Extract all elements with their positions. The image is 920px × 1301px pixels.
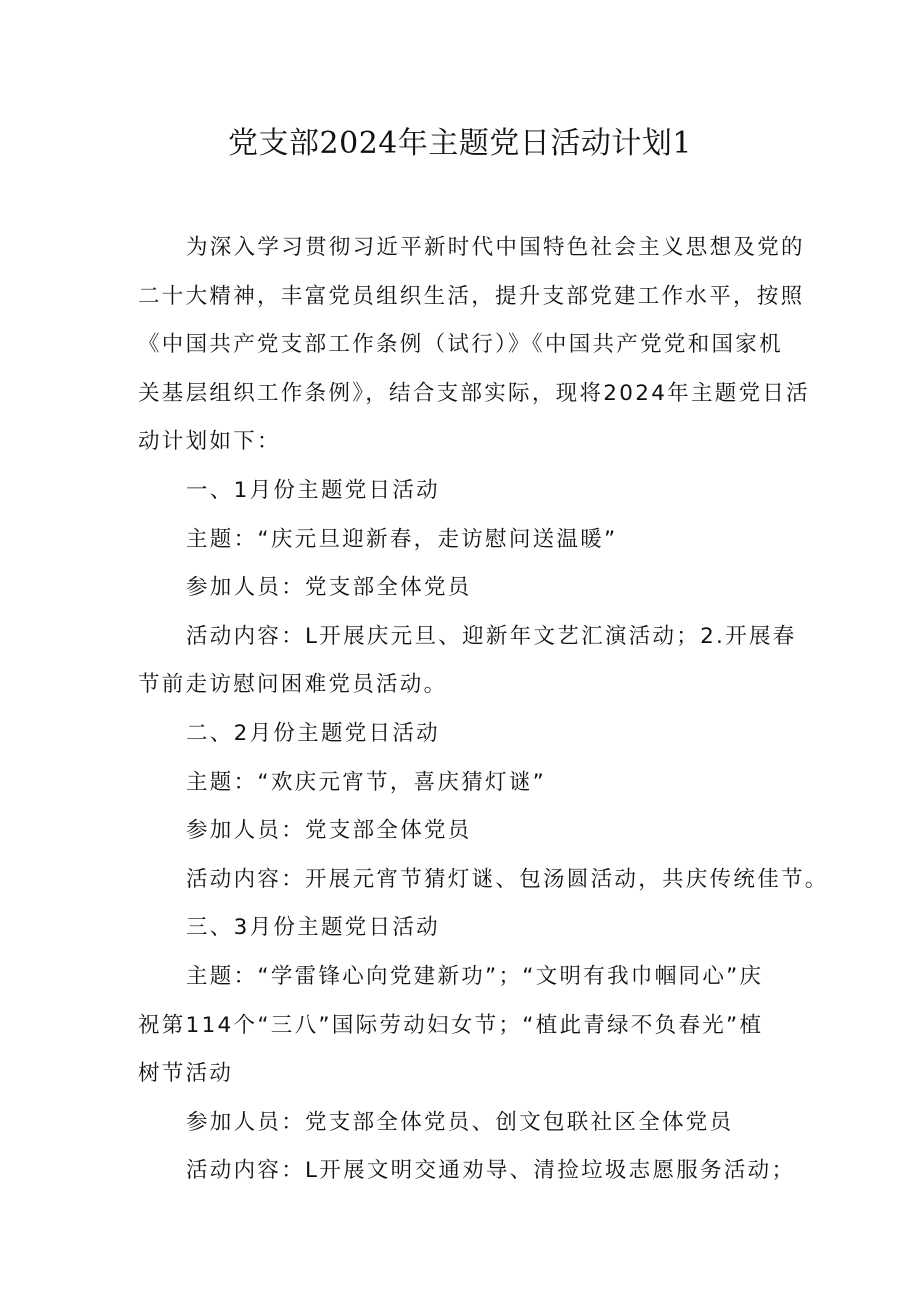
section-heading-jan: 一、1月份主题党日活动	[186, 477, 440, 503]
body-line: 参加人员：党支部全体党员、创文包联社区全体党员	[186, 1109, 734, 1135]
section-heading-mar: 三、3月份主题党日活动	[186, 915, 440, 941]
body-line: 活动内容：开展元宵节猜灯谜、包汤圆活动，共庆传统佳节。	[186, 866, 829, 892]
body-line: 为深入学习贯彻习近平新时代中国特色社会主义思想及党的	[186, 235, 805, 260]
section-heading-feb: 二、2月份主题党日活动	[186, 720, 440, 746]
body-line: 主题：“欢庆元宵节，喜庆猜灯谜”	[186, 769, 547, 795]
body-line: 参加人员：党支部全体党员	[186, 575, 472, 601]
body-line: 参加人员：党支部全体党员	[186, 818, 472, 844]
body-line: 祝第114个“三八”国际劳动妇女节；“植此青绿不负春光”植	[138, 1012, 764, 1038]
document-title: 党支部2024年主题党日活动计划1	[228, 126, 692, 161]
body-line: 动计划如下：	[138, 429, 281, 455]
body-line: 树节活动	[138, 1061, 234, 1087]
document-body	[138, 224, 829, 1196]
body-line: 关基层组织工作条例》，结合支部实际，现将2024年主题党日活	[138, 380, 810, 406]
body-line: 主题：“学雷锋心向党建新功”；“文明有我巾帼同心”庆	[186, 963, 764, 989]
body-line: 活动内容：L开展文明交通劝导、清捡垃圾志愿服务活动；	[186, 1158, 796, 1184]
body-line: 《中国共产党支部工作条例（试行）》《中国共产党党和国家机	[138, 332, 783, 358]
body-line: 活动内容：L开展庆元旦、迎新年文艺汇演活动；2.开展春	[186, 623, 797, 649]
body-line: 主题：“庆元旦迎新春，走访慰问送温暖”	[186, 526, 618, 552]
body-line: 二十大精神，丰富党员组织生活，提升支部党建工作水平，按照	[138, 283, 805, 309]
body-line: 节前走访慰问困难党员活动。	[138, 672, 448, 698]
